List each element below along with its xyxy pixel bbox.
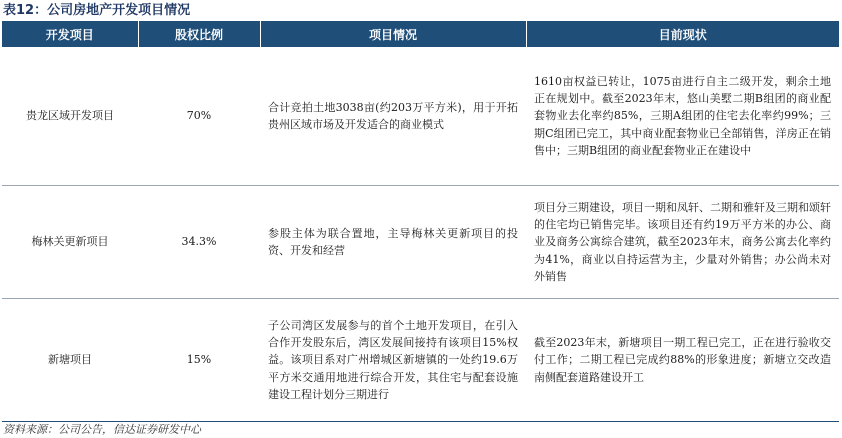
header-status: 目前现状	[526, 21, 839, 47]
project-name-cell: 新塘项目	[2, 299, 138, 422]
equity-cell: 70%	[138, 47, 260, 186]
source-note: 资料来源：公司公告，信达证券研发中心	[3, 423, 201, 436]
table-row	[2, 47, 839, 186]
real-estate-projects-table	[2, 21, 839, 422]
header-equity: 股权比例	[138, 21, 260, 47]
table-row	[2, 299, 839, 422]
table-title: 表12：公司房地产开发项目情况	[3, 3, 191, 18]
details-cell: 子公司湾区发展参与的首个土地开发项目，在引入合作开发股东后，湾区发展间接持有该项目15%权益。该项目系对广州增城区新塘镇的一处约19.6万平方米交通用地进行综合开发，其住宅与配套设施建设工程计划分三期进行	[260, 299, 526, 422]
project-name-cell: 贵龙区域开发项目	[2, 47, 138, 186]
project-name-cell: 梅林关更新项目	[2, 186, 138, 299]
table-header-row	[2, 21, 839, 47]
header-project: 开发项目	[2, 21, 138, 47]
equity-cell: 15%	[138, 299, 260, 422]
equity-cell: 34.3%	[138, 186, 260, 299]
status-cell: 1610亩权益已转让，1075亩进行自主二级开发，剩余土地正在规划中。截至2023年末，悠山美墅二期B组团的商业配套物业去化率约85%，三期A组团的住宅去化率约99%；三期C组团已完工，其中商业配套物业已全部销售，洋房正在销售中；三期B组团的商业配套物业正在建设中	[526, 47, 839, 186]
status-cell: 项目分三期建设，项目一期和凤轩、二期和雅轩及三期和颂轩的住宅均已销售完毕。该项目还有约19万平方米的办公、商业及商务公寓综合建筑，截至2023年末，商务公寓去化率约为41%，商业以自持运营为主，少量对外销售；办公尚未对外销售	[526, 186, 839, 299]
details-cell: 合计竞拍土地3038亩(约203万平方米)，用于开拓贵州区域市场及开发适合的商业模式	[260, 47, 526, 186]
details-cell: 参股主体为联合置地，主导梅林关更新项目的投资、开发和经营	[260, 186, 526, 299]
table-row	[2, 186, 839, 299]
header-details: 项目情况	[260, 21, 526, 47]
status-cell: 截至2023年末，新塘项目一期工程已完工，正在进行验收交付工作；二期工程已完成约88%的形象进度；新塘立交改造南侧配套道路建设开工	[526, 299, 839, 422]
